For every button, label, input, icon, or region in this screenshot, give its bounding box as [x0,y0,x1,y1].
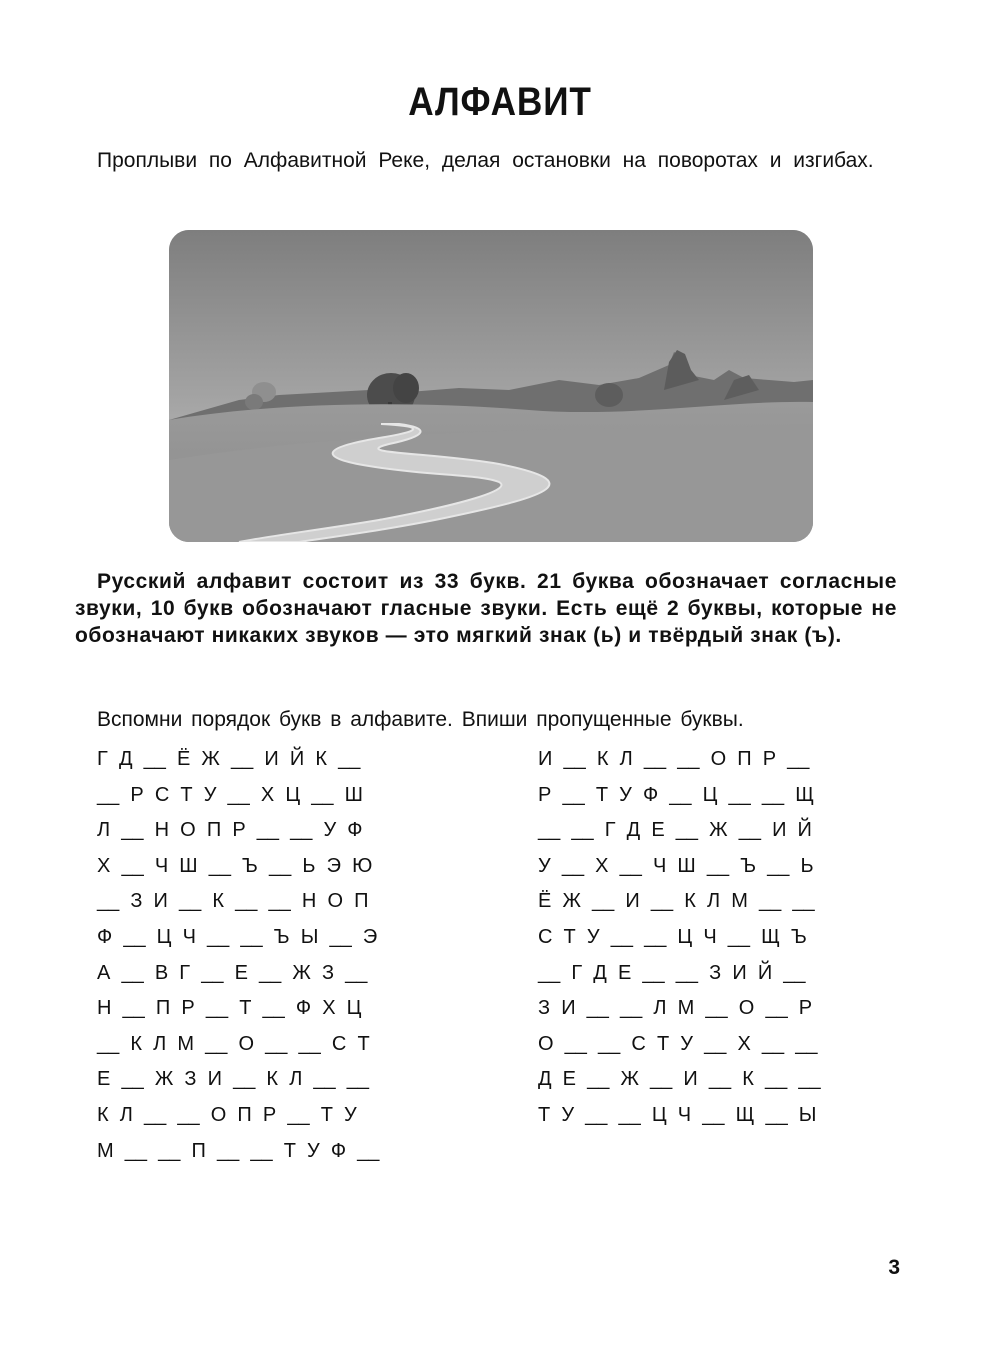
task-instruction: Вспомни порядок букв в алфавите. Впиши пропущенные буквы. [97,708,744,731]
exercise-row: Л __ Н О П Р __ __ У Ф [97,819,363,842]
exercise-row: __ __ Г Д Е __ Ж __ И Й [538,819,812,842]
exercise-row: К Л __ __ О П Р __ Т У [97,1103,357,1126]
exercise-row: У __ Х __ Ч Ш __ Ъ __ Ь [538,854,814,877]
exercise-row: С Т У __ __ Ц Ч __ Щ Ъ [538,925,807,948]
exercise-row: О __ __ С Т У __ Х __ __ [538,1032,818,1055]
exercise-row: __ Г Д Е __ __ З И Й __ [538,961,806,984]
exercise-row: Р __ Т У Ф __ Ц __ __ Щ [538,783,815,806]
exercise-row: Г Д __ Ё Ж __ И Й К __ [97,748,361,770]
exercise-row: __ З И __ К __ __ Н О П [97,890,369,913]
river-illustration [169,230,813,542]
exercise-row: Ф __ Ц Ч __ __ Ъ Ы __ Э [97,925,378,948]
page-title: АЛФАВИТ [408,80,592,124]
exercise-row: Д Е __ Ж __ И __ К __ __ [538,1068,821,1091]
exercise-row: Ё Ж __ И __ К Л М __ __ [538,890,815,913]
intro-paragraph [75,147,897,175]
exercise-right-column [538,745,898,1137]
exercise-row: З И __ __ Л М __ О __ Р [538,997,813,1020]
exercise-row: Н __ П Р __ Т __ Ф Х Ц [97,997,362,1020]
exercise-row: Е __ Ж З И __ К Л __ __ [97,1068,370,1091]
page-number: 3 [888,1256,900,1279]
exercise-row: И __ К Л __ __ О П Р __ [538,748,810,770]
exercise-row: Т У __ __ Ц Ч __ Щ __ Ы [538,1103,817,1126]
exercise-row: __ К Л М __ О __ __ С Т [97,1032,370,1055]
intro-text: Проплыви по Алфавитной Реке, делая остановки на поворотах и изгибах. [97,149,874,172]
alphabet-fact [75,568,897,649]
fact-text: Русский алфавит состоит из 33 букв. 21 буква обозначает согласные звуки, 10 букв обозначают гласные звуки. Есть ещё 2 буквы, которые не обозначают никаких звуков — это мягкий знак (ь) и твёрдый знак (ъ). [75,570,897,647]
exercise-left-column [97,745,457,1172]
exercise-row: А __ В Г __ Е __ Ж З __ [97,961,368,984]
exercise-row: __ Р С Т У __ Х Ц __ Ш [97,783,363,806]
exercise-row: Х __ Ч Ш __ Ъ __ Ь Э Ю [97,854,373,877]
exercise-row: М __ __ П __ __ Т У Ф __ [97,1139,380,1162]
